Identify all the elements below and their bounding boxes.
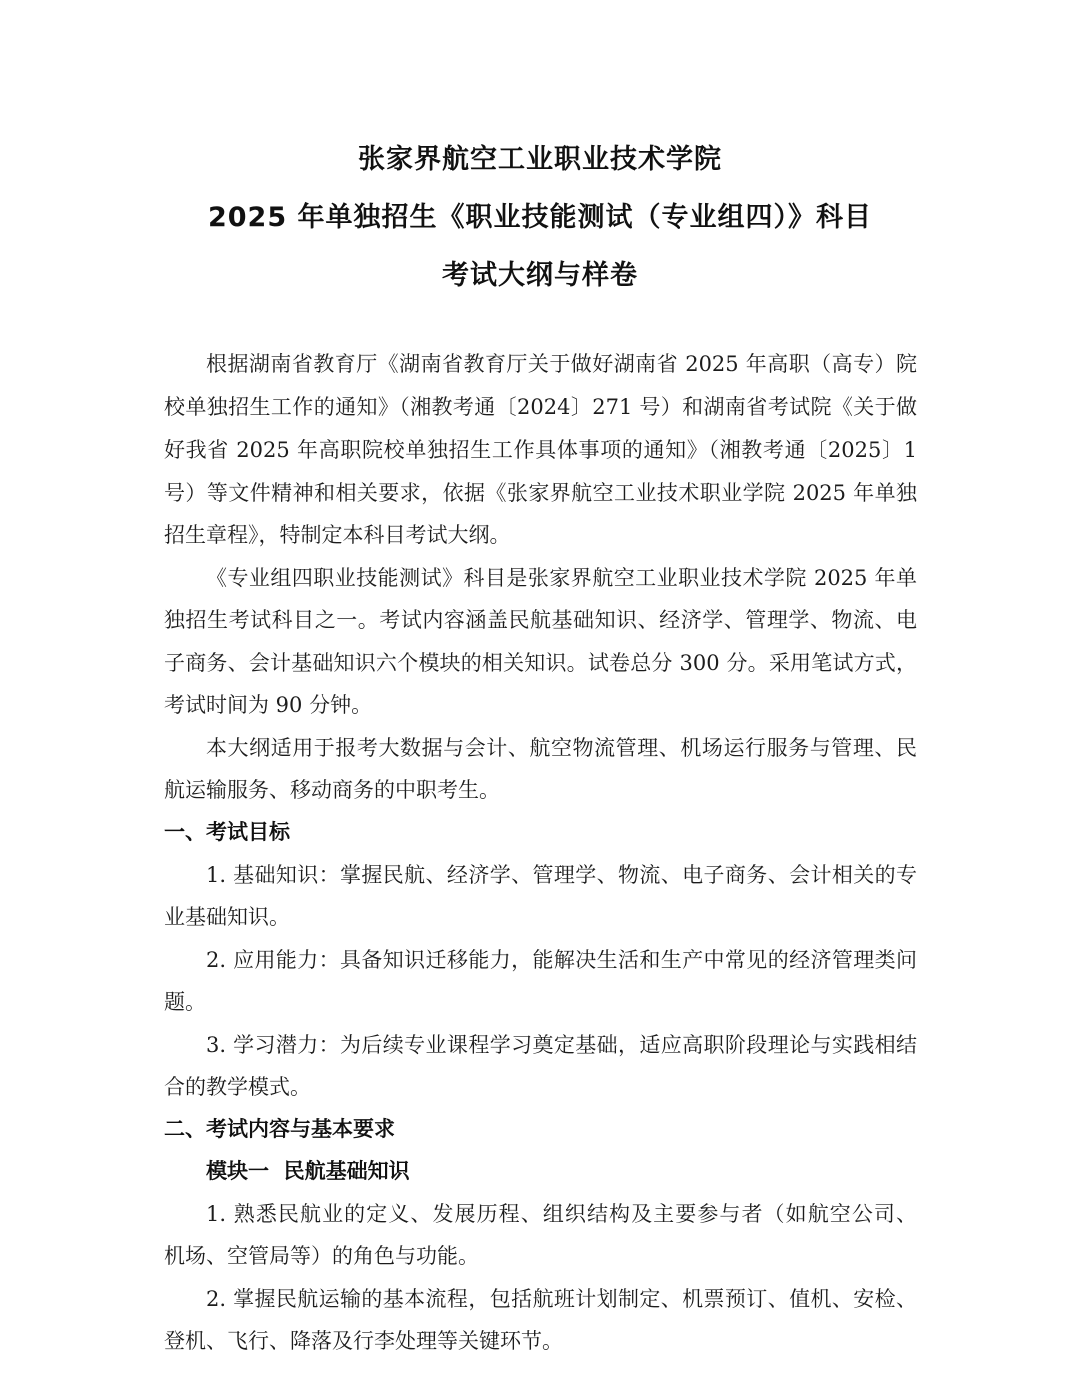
intro-para3-line: 本大纲适用于报考大数据与会计、航空物流管理、机场运行服务与管理、民 <box>206 736 917 760</box>
section1-heading: 一、考试目标 <box>164 820 290 844</box>
intro-para3-line: 航运输服务、移动商务的中职考生。 <box>164 778 500 802</box>
intro-para1-line: 招生章程》，特制定本科目考试大纲。 <box>164 523 511 547</box>
section1-item1-line: 1. 基础知识：掌握民航、经济学、管理学、物流、电子商务、会计相关的专 <box>206 863 917 887</box>
intro-para1-line: 校单独招生工作的通知》（湘教考通〔2024〕271 号）和湖南省考试院《关于做 <box>164 395 917 419</box>
module1-heading: 模块一 民航基础知识 <box>206 1159 410 1183</box>
intro-para2-line: 考试时间为 90 分钟。 <box>164 693 373 717</box>
intro-para1-line: 号）等文件精神和相关要求，依据《张家界航空工业技术职业学院 2025 年单独 <box>164 481 917 505</box>
intro-para1-line: 好我省 2025 年高职院校单独招生工作具体事项的通知》（湘教考通〔2025〕1 <box>164 438 917 462</box>
section2-heading: 二、考试内容与基本要求 <box>164 1117 395 1141</box>
intro-para1-line: 根据湖南省教育厅《湖南省教育厅关于做好湖南省 2025 年高职（高专）院 <box>206 352 917 376</box>
module1-point1-line: 机场、空管局等）的角色与功能。 <box>164 1244 479 1268</box>
section1-item1-line: 业基础知识。 <box>164 905 290 929</box>
section1-item2-line: 题。 <box>164 990 206 1014</box>
section1-item3-line: 3. 学习潜力：为后续专业课程学习奠定基础，适应高职阶段理论与实践相结 <box>206 1033 917 1057</box>
document-title-line-1: 张家界航空工业职业技术学院 <box>358 144 722 175</box>
module1-point2-line: 登机、飞行、降落及行李处理等关键环节。 <box>164 1329 563 1353</box>
intro-para2-line: 《专业组四职业技能测试》科目是张家界航空工业职业技术学院 2025 年单 <box>206 566 917 590</box>
intro-para2-line: 子商务、会计基础知识六个模块的相关知识。试卷总分 300 分。采用笔试方式， <box>164 651 917 675</box>
module1-point2-line: 2. 掌握民航运输的基本流程，包括航班计划制定、机票预订、值机、安检、 <box>206 1287 917 1311</box>
document-title-line-3: 考试大纲与样卷 <box>442 260 638 291</box>
section1-item3-line: 合的教学模式。 <box>164 1075 311 1099</box>
document-title-line-2: 2025 年单独招生《职业技能测试（专业组四）》科目 <box>207 202 873 233</box>
section1-item2-line: 2. 应用能力：具备知识迁移能力，能解决生活和生产中常见的经济管理类问 <box>206 948 917 972</box>
module1-point1-line: 1. 熟悉民航业的定义、发展历程、组织结构及主要参与者（如航空公司、 <box>206 1202 917 1226</box>
intro-para2-line: 独招生考试科目之一。考试内容涵盖民航基础知识、经济学、管理学、物流、电 <box>164 608 917 632</box>
